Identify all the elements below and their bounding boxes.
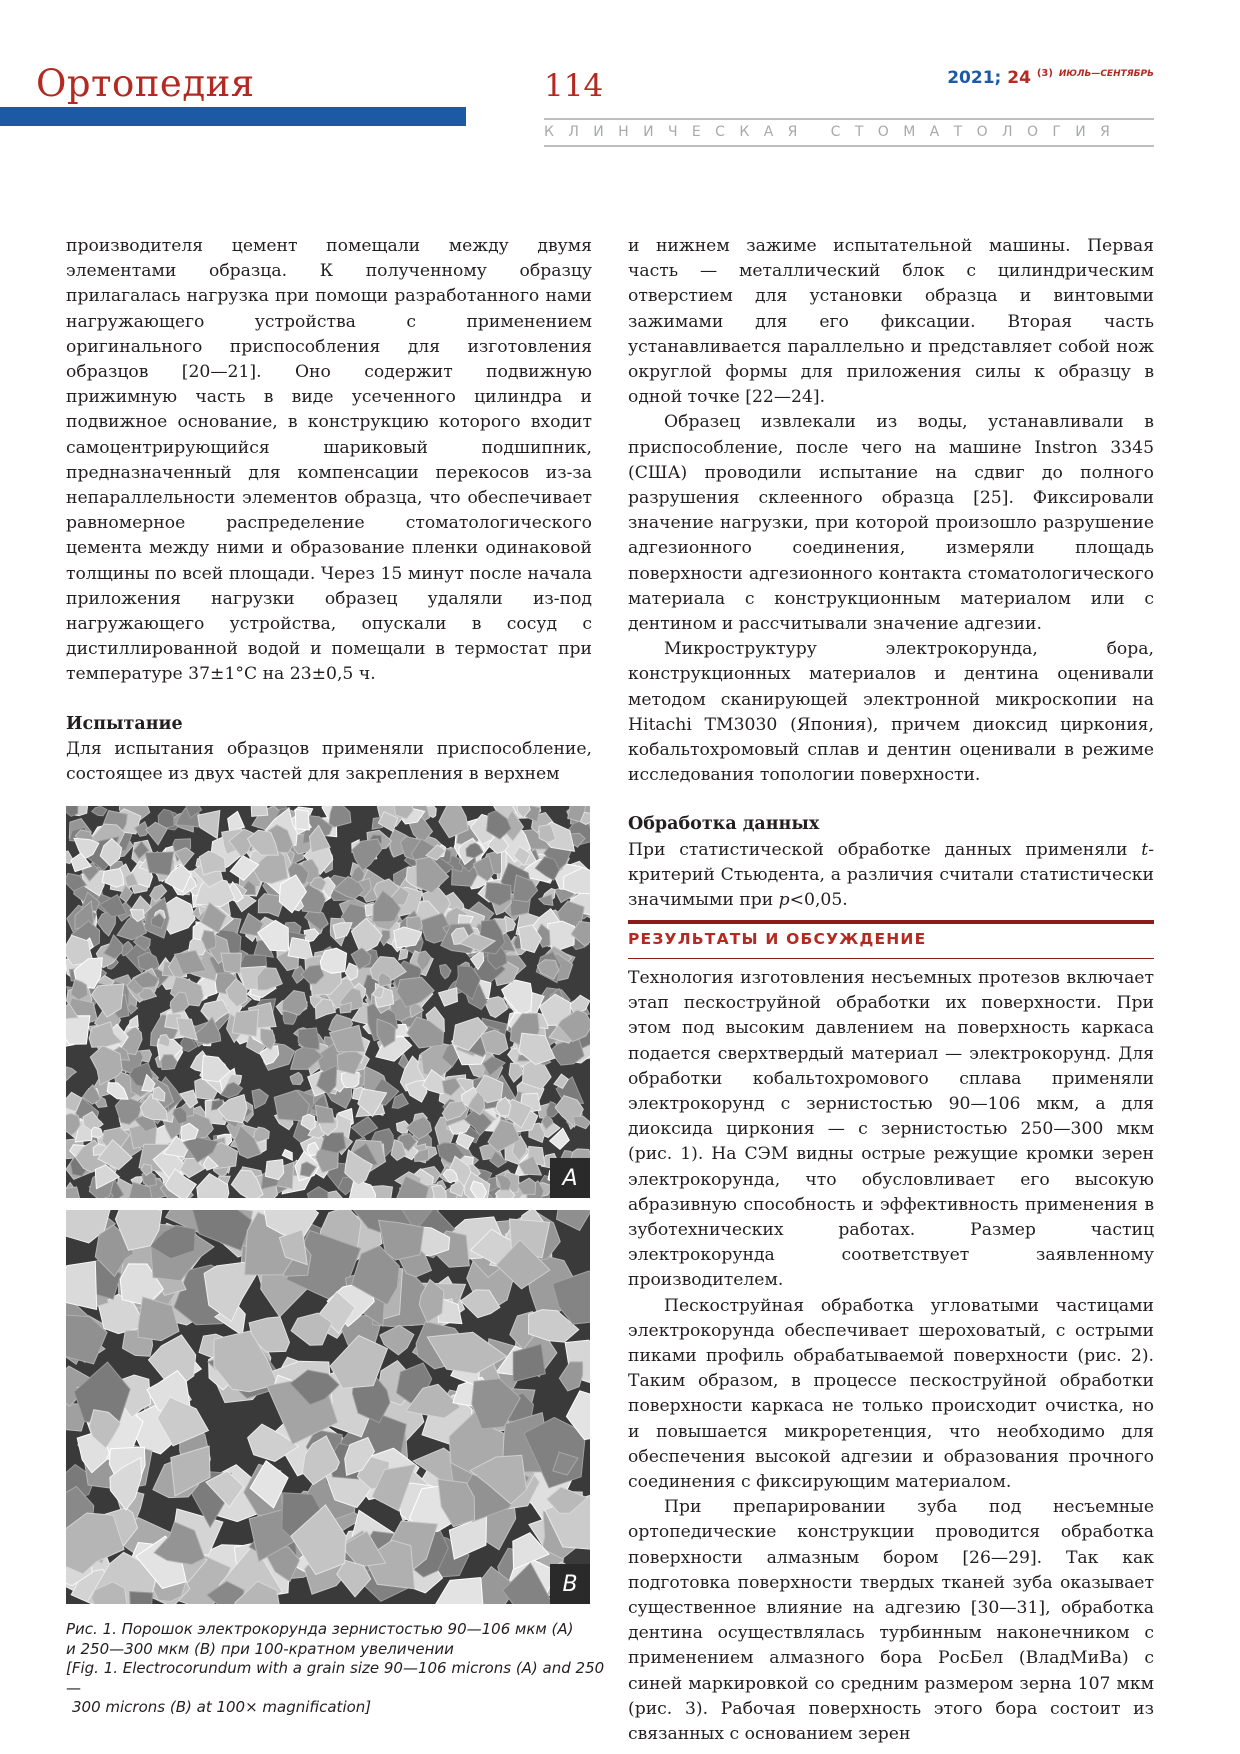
left-column [66, 234, 592, 787]
results-heading: РЕЗУЛЬТАТЫ И ОБСУЖДЕНИЕ [628, 930, 927, 948]
grain [265, 1160, 283, 1180]
paragraph: Технология изготовления несъемных протезов включает этап пескоструйной обработки их поверхности. При этом под высоким давлением на поверхность каркаса подается сверхтвердый материал — электрокорунд. Для обработки кобальтохромового сплава применяли электрокорунд с зернистостью 90—106 мкм, а для диоксида циркония — с зернистостью 250—300 мкм (рис. 1). На СЭМ видны острые режущие кромки зерен электрокорунда, что обусловливает его высокую абразивную способность и эффективность применения в зуботехнических работах. Размер частиц электрокорунда соответствует заявленному производителем. [628, 968, 1154, 1291]
grain [145, 852, 173, 875]
paragraph: Образец извлекали из воды, устанавливали в приспособление, после чего на машине Instron 3345 (США) проводили испытание на сдвиг до полного разрушения склеенного образца [25]. Фиксировали значение нагрузки, при которой произошло разрушение адгезионного соединения, измеряли площадь поверхности адгезионного контакта стоматологического материала с конструкционным материалом или с дентином и рассчитывали значение адгезии. [628, 412, 1154, 635]
journal-name: КЛИНИЧЕСКАЯ СТОМАТОЛОГИЯ [544, 124, 1125, 140]
grain [66, 1016, 90, 1044]
panel-label-b: B [550, 1564, 590, 1604]
grain [399, 949, 409, 960]
issue-info [947, 68, 1154, 88]
micrograph-a-image [66, 806, 590, 1198]
grain [66, 1261, 97, 1309]
grain [320, 948, 346, 973]
figure-caption [66, 1620, 606, 1718]
grain [251, 806, 268, 816]
paragraph: При статистической обработке данных применяли t-критерий Стьюдента, а различия считали статистически значимыми при p<0,05. [628, 839, 1154, 911]
grain [258, 894, 282, 917]
section-title: Ортопедия [36, 62, 255, 105]
grain [92, 1127, 104, 1137]
paragraph: производителя цемент помещали между двумя элементами образца. К полученному образцу прилагалась нагрузка при помощи разработанного нами нагружающего устройства с применением оригинального приспособления для изготовления образцов [20—21]. Оно содержит подвижную прижимную часть в виде усеченного цилиндра и подвижное основание, в конструкцию которого входит самоцентрирующийся шариковый подшипник, предназначенный для компенсации перекосов из-за непараллельности элементов образца, что обеспечивает равномерное распределение стоматологического цемента между ними и образование пленки одинаковой толщины по всей площади. Через 15 минут после начала приложения нагрузки образец удаляли из-под нагружающего устройства, опускали в сосуд с дистиллированной водой и помещали в термостат при температуре 37±1°C на 23±0,5 ч. [66, 236, 592, 685]
results-rule [628, 920, 1154, 924]
caption-en-line-2: 300 microns (B) at 100× magnification] [72, 1698, 372, 1716]
right-column-results [628, 966, 1154, 1747]
results-underline [628, 958, 1154, 959]
paragraph: и нижнем зажиме испытательной машины. Первая часть — металлический блок с цилиндрическим отверстием для установки образца и винтовыми зажимами для его фиксации. Вторая часть устанавливается параллельно и представляет собой нож округлой формы для приложения силы к образцу в одной точке [22—24]. [628, 236, 1154, 408]
issue-number: (3) [1036, 68, 1053, 79]
right-column-top [628, 234, 1154, 913]
caption-ru-line-2: и 250—300 мкм (B) при 100-кратном увеличении [66, 1639, 454, 1658]
grain [232, 1010, 258, 1037]
micrograph-b-image [66, 1210, 590, 1604]
issue-year: 2021; [947, 68, 1002, 88]
heading-test: Испытание [66, 713, 183, 734]
grain [130, 1592, 153, 1604]
paragraph: Микроструктуру электрокорунда, бора, конструкционных материалов и дентина оценивали методом сканирующей электронной микроскопии на Hitachi TM3030 (Япония), причем диоксид циркония, кобальтохромовый сплав и дентин оценивали в режиме исследования топологии поверхности. [628, 639, 1154, 786]
micrograph-b [66, 1210, 590, 1604]
paragraph: При препарировании зуба под несъемные ортопедические конструкции проводится обработка поверхности алмазным бором [26—29]. Так как подготовка поверхности твердых тканей зуба оказывает существенное влияние на адгезию [30—31], обработка дентина осуществлялась турбинным наконечником с применением алмазного бора РосБел (ВладМиВа) с синей маркировкой со средним размером зерна 107 мкм (рис. 3). Рабочая поверхность этого бора состоит из связанных с основанием зерен [628, 1497, 1154, 1745]
grain [295, 809, 309, 830]
caption-ru-line-1: Рис. 1. Порошок электрокорунда зернистостью 90—106 мкм (А) [66, 1620, 574, 1638]
panel-label-a: A [550, 1158, 590, 1198]
paragraph: Пескоструйная обработка угловатыми частицами электрокорунда обеспечивает шероховатый, с острыми пиками профиль обрабатываемой поверхности (рис. 2). Таким образом, в процессе пескоструйной обработки поверхности каркаса не только происходит очистка, но и повышается микроретенция, что необходимо для обеспечения высокой адгезии и образования прочного соединения с фиксирующим материалом. [628, 1295, 1154, 1493]
header-rule-bottom [544, 145, 1154, 147]
page-number: 114 [544, 68, 604, 104]
issue-months: ИЮЛЬ—СЕНТЯБРЬ [1058, 69, 1154, 79]
section-bar [0, 107, 466, 126]
heading-data: Обработка данных [628, 814, 820, 835]
paragraph: Для испытания образцов применяли приспособление, состоящее из двух частей для закрепления в верхнем [66, 738, 592, 785]
header-rule-top [544, 118, 1154, 120]
issue-volume: 24 [1007, 68, 1031, 88]
grain [321, 1133, 346, 1153]
caption-en-line-1: [Fig. 1. Electrocorundum with a grain size 90—106 microns (A) and 250— [66, 1659, 605, 1697]
grain [221, 953, 242, 973]
grain [341, 1071, 359, 1088]
micrograph-a [66, 806, 590, 1198]
